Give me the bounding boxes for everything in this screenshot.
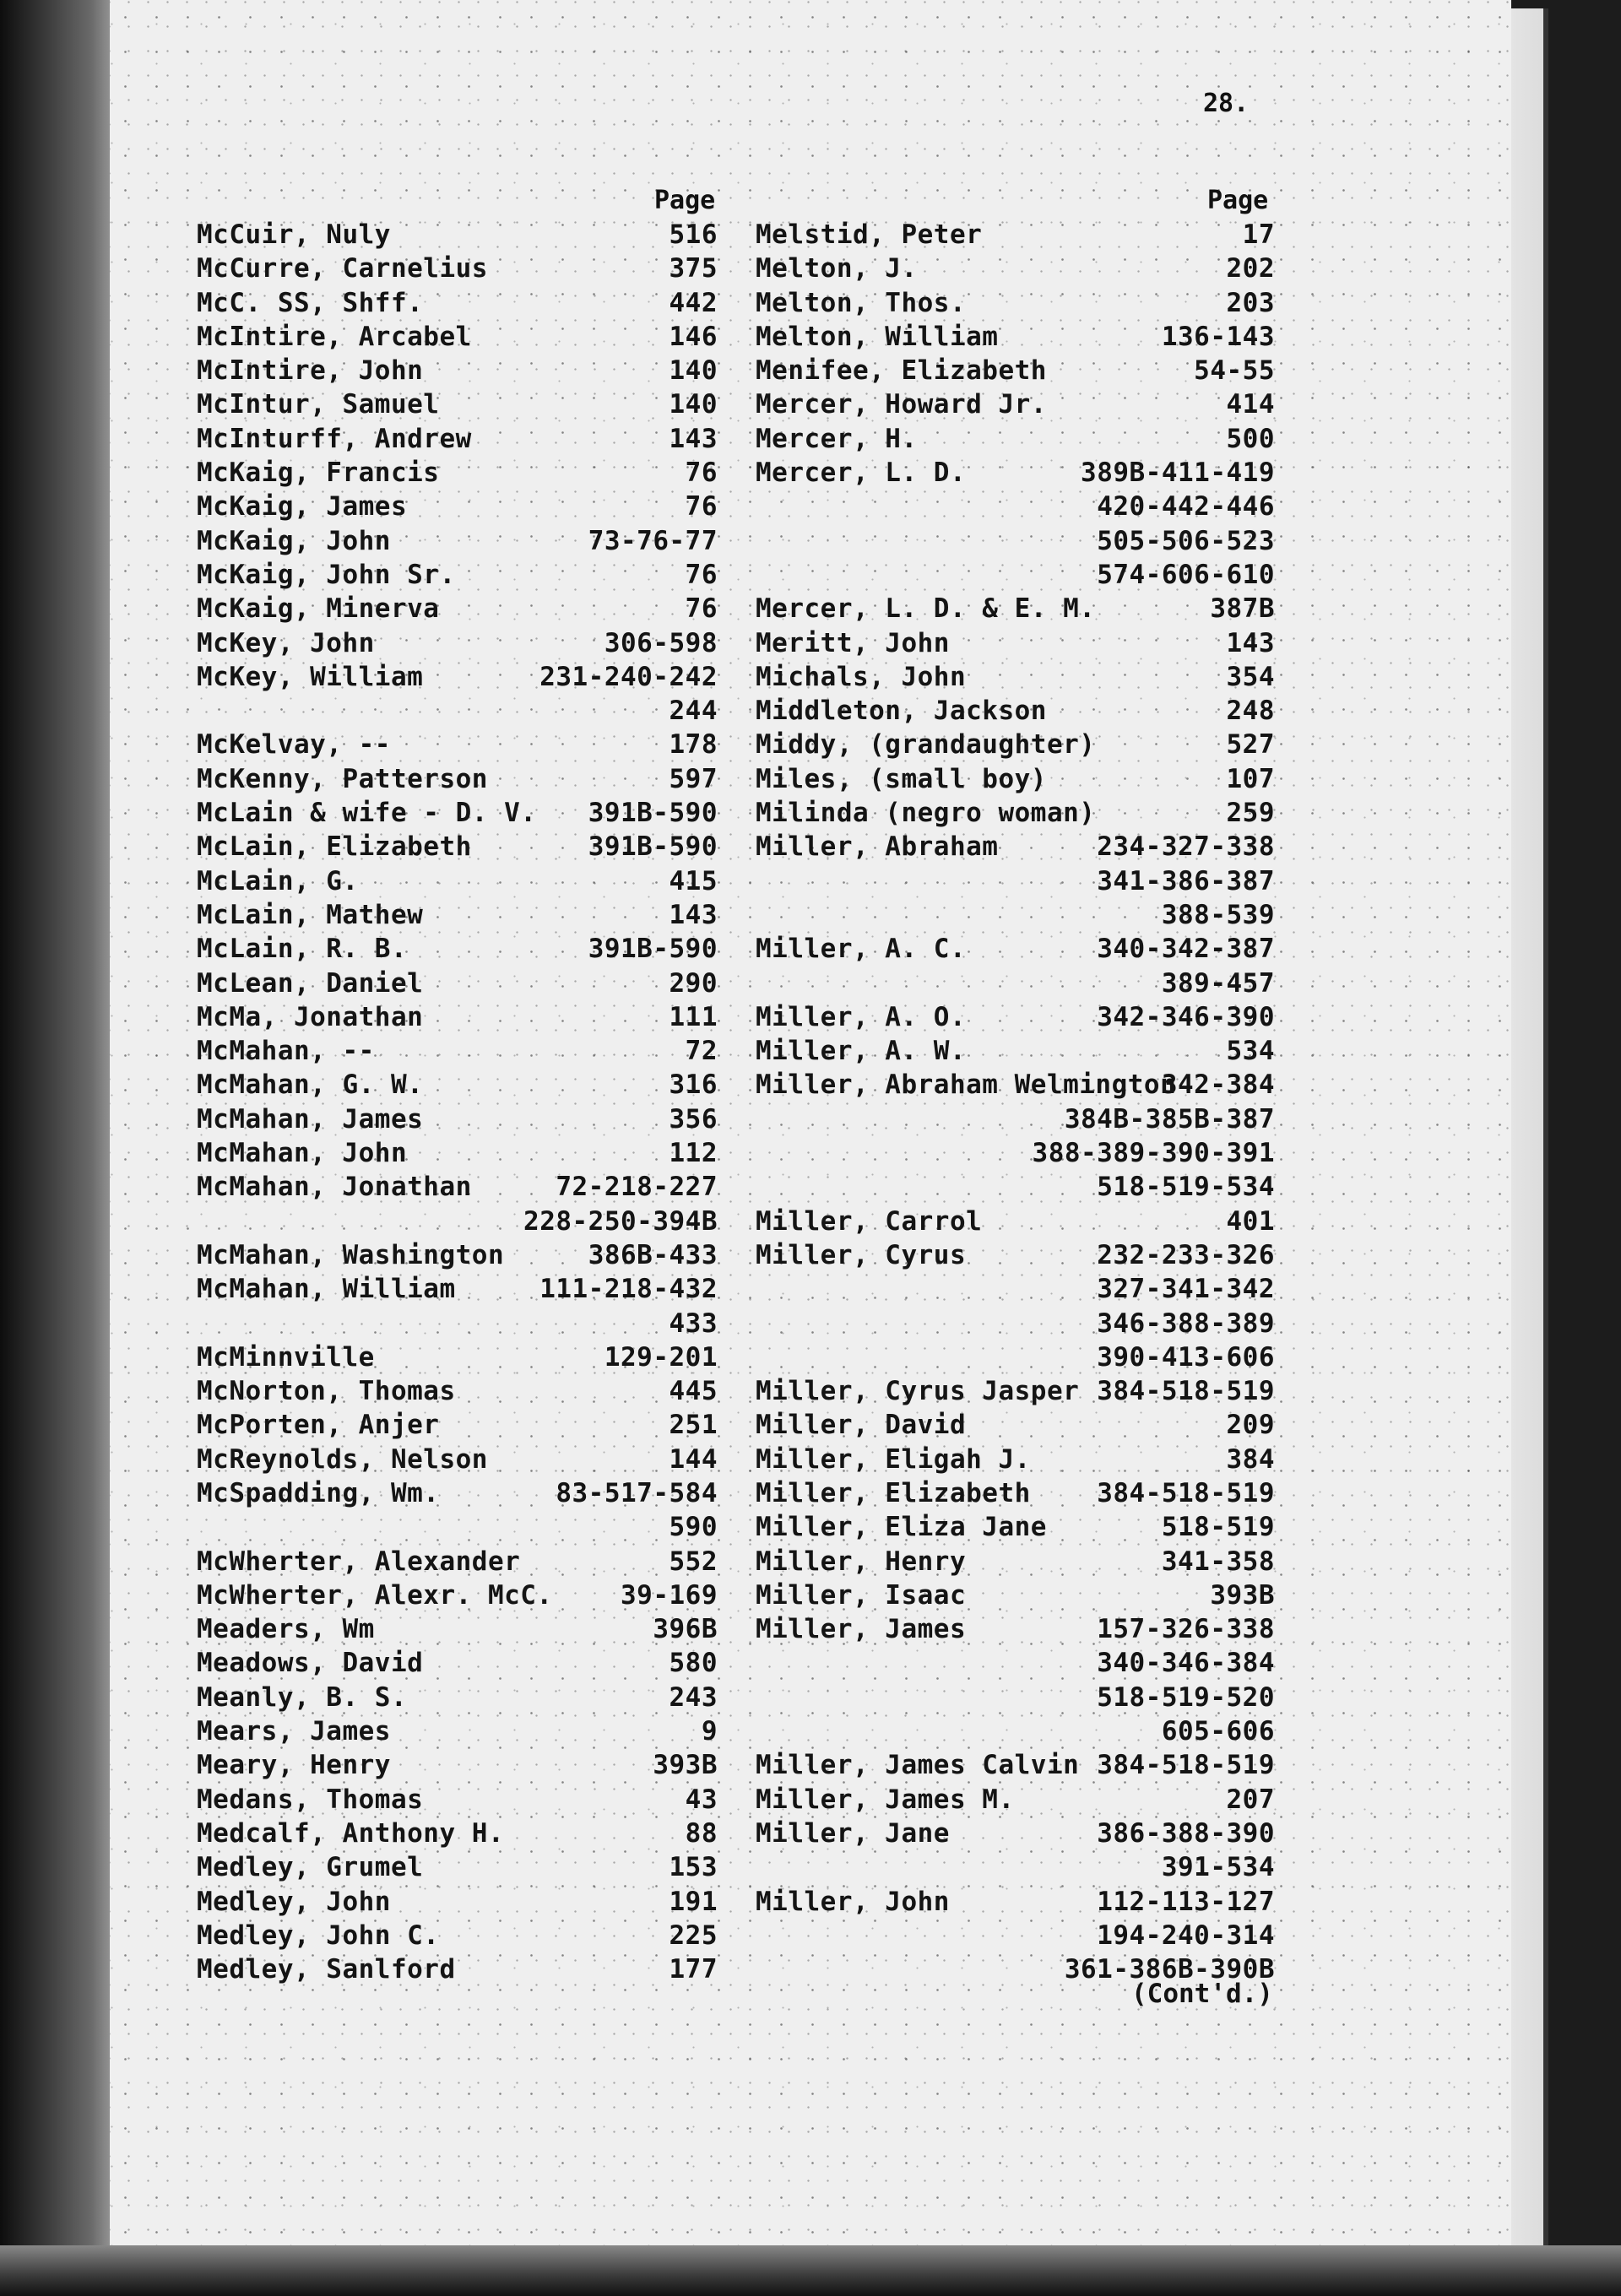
index-entry: [756, 1000, 1275, 1034]
entry-name: Middy, (grandaughter): [756, 729, 1096, 761]
entry-name: McIntire, Arcabel: [197, 321, 472, 352]
index-entry: [756, 762, 1275, 796]
entry-pages: 112: [669, 1138, 718, 1169]
entry-pages: 178: [669, 729, 718, 761]
entry-name: Medley, John: [197, 1886, 391, 1917]
index-entry: [197, 1340, 718, 1374]
entry-name: Melton, William: [756, 321, 999, 352]
entry-name: Miller, John: [756, 1886, 950, 1917]
entry-pages: 225: [669, 1920, 718, 1951]
index-entry: [756, 218, 1275, 252]
entry-pages: 387B: [1210, 593, 1275, 625]
entry-pages: 73-76-77: [588, 525, 718, 556]
entry-name: McNorton, Thomas: [197, 1376, 456, 1407]
entry-pages: 244: [669, 696, 718, 727]
entry-name: Meritt, John: [756, 627, 950, 658]
entry-pages: 107: [1226, 763, 1275, 794]
index-entry: [756, 422, 1275, 456]
entry-name: McLean, Daniel: [197, 967, 424, 999]
entry-name: Medcalf, Anthony H.: [197, 1817, 505, 1849]
entry-name: McMahan, Washington: [197, 1239, 505, 1270]
entry-pages: 384B-385B-387: [1064, 1103, 1275, 1134]
entry-name: Miller, Elizabeth: [756, 1477, 1031, 1508]
index-entry: [756, 524, 1275, 558]
entry-pages: 140: [669, 389, 718, 420]
entry-pages: 388-389-390-391: [1032, 1138, 1275, 1169]
entry-pages: 194-240-314: [1097, 1920, 1275, 1951]
entry-pages: 518-519: [1161, 1512, 1275, 1543]
entry-name: Miller, James: [756, 1614, 967, 1645]
entry-name: Miller, David: [756, 1410, 967, 1441]
entry-pages: 251: [669, 1410, 718, 1441]
entry-name: McWherter, Alexr. McC.: [197, 1579, 553, 1611]
index-entry: [197, 1783, 718, 1817]
entry-name: Mercer, Howard Jr.: [756, 389, 1047, 420]
index-entry: [756, 864, 1275, 898]
entry-pages: 231-240-242: [539, 661, 718, 692]
index-entry: [756, 1850, 1275, 1884]
entry-pages: 414: [1226, 389, 1275, 420]
entry-pages: 415: [669, 865, 718, 896]
index-entry: [756, 1646, 1275, 1680]
entry-pages: 389-457: [1161, 967, 1275, 999]
index-entry: [197, 1000, 718, 1034]
entry-pages: 386-388-390: [1097, 1817, 1275, 1849]
index-entry: [756, 1340, 1275, 1374]
entry-pages: 143: [1226, 627, 1275, 658]
entry-pages: 391B-590: [588, 831, 718, 863]
entry-name: McIntur, Samuel: [197, 389, 440, 420]
entry-pages: 442: [669, 287, 718, 318]
index-entry: [197, 320, 718, 354]
entry-pages: 590: [669, 1512, 718, 1543]
entry-pages: 342-384: [1161, 1069, 1275, 1101]
entry-pages: 375: [669, 253, 718, 284]
entry-name: McMahan, G. W.: [197, 1069, 424, 1101]
entry-pages: 136-143: [1161, 321, 1275, 352]
entry-pages: 361-386B-390B: [1064, 1954, 1275, 1985]
index-entry: [197, 558, 718, 592]
entry-name: McLain, Elizabeth: [197, 831, 472, 863]
scan-border-bottom: [0, 2245, 1621, 2296]
index-entry: [197, 660, 718, 694]
entry-pages: 140: [669, 355, 718, 387]
entry-pages: 384: [1226, 1443, 1275, 1475]
index-entry: [756, 1238, 1275, 1272]
entry-pages: 17: [1242, 219, 1275, 250]
index-entry: [197, 932, 718, 966]
index-entry: [756, 1885, 1275, 1919]
entry-pages: 143: [669, 899, 718, 930]
entry-name: McMahan, James: [197, 1103, 424, 1134]
index-entry: [756, 320, 1275, 354]
index-entry: [197, 387, 718, 421]
entry-name: Menifee, Elizabeth: [756, 355, 1047, 387]
index-entry: [197, 1205, 718, 1238]
index-entry: [756, 1919, 1275, 1952]
entry-name: McCuir, Nuly: [197, 219, 391, 250]
index-entry: [197, 1714, 718, 1748]
index-entry: [197, 967, 718, 1000]
entry-name: McMahan, William: [197, 1274, 456, 1305]
entry-pages: 202: [1226, 253, 1275, 284]
index-entry: [756, 694, 1275, 728]
entry-name: Miller, Isaac: [756, 1579, 967, 1611]
index-entry: [197, 1408, 718, 1442]
entry-name: Michals, John: [756, 661, 967, 692]
entry-pages: 391B-590: [588, 934, 718, 965]
index-entry: [197, 830, 718, 864]
index-entry: [756, 456, 1275, 490]
page-number: 28.: [1203, 89, 1250, 118]
entry-name: Milinda (negro woman): [756, 798, 1096, 829]
entry-pages: 534: [1226, 1036, 1275, 1067]
entry-name: Miller, Abraham Welmington: [756, 1069, 1177, 1101]
index-entry: [197, 1136, 718, 1170]
entry-name: Melstid, Peter: [756, 219, 983, 250]
index-entry: [756, 1783, 1275, 1817]
entry-pages: 386B-433: [588, 1239, 718, 1270]
entry-name: Miller, Abraham: [756, 831, 999, 863]
entry-name: McMahan, John: [197, 1138, 408, 1169]
entry-pages: 340-342-387: [1097, 934, 1275, 965]
entry-pages: 393B: [653, 1750, 718, 1781]
index-entry: [756, 1272, 1275, 1306]
entry-pages: 384-518-519: [1097, 1376, 1275, 1407]
index-entry: [756, 1714, 1275, 1748]
index-entry: [756, 1510, 1275, 1544]
entry-pages: 207: [1226, 1784, 1275, 1815]
index-entry: [197, 1476, 718, 1510]
index-entry: [756, 1307, 1275, 1340]
entry-pages: 177: [669, 1954, 718, 1985]
entry-name: McKaig, Francis: [197, 458, 440, 489]
entry-name: McReynolds, Nelson: [197, 1443, 488, 1475]
entry-name: McKaig, John Sr.: [197, 559, 456, 590]
entry-pages: 111-218-432: [539, 1274, 718, 1305]
entry-pages: 111: [669, 1001, 718, 1032]
entry-pages: 316: [669, 1069, 718, 1101]
entry-pages: 76: [685, 491, 718, 523]
index-entry: [197, 1545, 718, 1578]
index-entry: [756, 1443, 1275, 1476]
entry-name: Miller, Henry: [756, 1546, 967, 1577]
index-entry: [197, 1748, 718, 1782]
entry-pages: 306-598: [604, 627, 718, 658]
index-entry: [197, 1443, 718, 1476]
index-entry: [197, 1068, 718, 1102]
index-entry: [197, 864, 718, 898]
entry-name: McIntire, John: [197, 355, 424, 387]
entry-pages: 391B-590: [588, 798, 718, 829]
entry-name: Miller, A. C.: [756, 934, 967, 965]
entry-pages: 341-386-387: [1097, 865, 1275, 896]
entry-pages: 191: [669, 1886, 718, 1917]
index-entry: [756, 252, 1275, 285]
entry-pages: 153: [669, 1852, 718, 1883]
entry-name: Medley, Grumel: [197, 1852, 424, 1883]
left-index-column: [197, 218, 718, 1986]
entry-pages: 340-346-384: [1097, 1648, 1275, 1679]
index-entry: [197, 1681, 718, 1714]
index-entry: [197, 1510, 718, 1544]
entry-name: McC. SS, Shff.: [197, 287, 424, 318]
entry-pages: 232-233-326: [1097, 1239, 1275, 1270]
index-entry: [756, 592, 1275, 625]
entry-name: Meary, Henry: [197, 1750, 391, 1781]
index-entry: [756, 387, 1275, 421]
index-entry: [756, 490, 1275, 523]
entry-pages: 388-539: [1161, 899, 1275, 930]
entry-pages: 83-517-584: [556, 1477, 718, 1508]
entry-name: Miller, Eligah J.: [756, 1443, 1031, 1475]
index-entry: [756, 1612, 1275, 1646]
index-entry: [197, 1374, 718, 1408]
index-entry: [756, 830, 1275, 864]
entry-name: McSpadding, Wm.: [197, 1477, 440, 1508]
entry-pages: 259: [1226, 798, 1275, 829]
entry-pages: 209: [1226, 1410, 1275, 1441]
entry-pages: 76: [685, 593, 718, 625]
index-entry: [756, 1034, 1275, 1068]
entry-pages: 76: [685, 559, 718, 590]
index-entry: [197, 728, 718, 761]
entry-pages: 112-113-127: [1097, 1886, 1275, 1917]
index-entry: [756, 1170, 1275, 1204]
index-entry: [197, 898, 718, 932]
index-entry: [197, 1885, 718, 1919]
entry-name: Mercer, H.: [756, 423, 918, 454]
entry-name: Meadows, David: [197, 1648, 424, 1679]
entry-pages: 341-358: [1161, 1546, 1275, 1577]
index-entry: [756, 1068, 1275, 1102]
entry-name: Medley, Sanlford: [197, 1954, 456, 1985]
entry-name: McKaig, John: [197, 525, 391, 556]
entry-name: Miles, (small boy): [756, 763, 1047, 794]
entry-name: Medans, Thomas: [197, 1784, 424, 1815]
index-entry: [197, 1919, 718, 1952]
entry-name: Miller, A. W.: [756, 1036, 967, 1067]
entry-name: Miller, A. O.: [756, 1001, 967, 1032]
entry-pages: 290: [669, 967, 718, 999]
entry-name: Medley, John C.: [197, 1920, 440, 1951]
entry-pages: 203: [1226, 287, 1275, 318]
left-column-header: Page: [654, 186, 716, 215]
entry-name: Melton, J.: [756, 253, 918, 284]
entry-pages: 401: [1226, 1205, 1275, 1237]
entry-pages: 76: [685, 458, 718, 489]
index-entry: [756, 354, 1275, 387]
entry-name: McKenny, Patterson: [197, 763, 488, 794]
entry-pages: 391-534: [1161, 1852, 1275, 1883]
index-entry: [197, 252, 718, 285]
index-entry: [756, 1205, 1275, 1238]
entry-name: McKey, William: [197, 661, 424, 692]
index-entry: [756, 728, 1275, 761]
entry-name: Miller, Cyrus: [756, 1239, 967, 1270]
index-entry: [197, 1578, 718, 1612]
entry-name: Miller, James Calvin: [756, 1750, 1080, 1781]
entry-pages: 433: [669, 1308, 718, 1339]
entry-pages: 580: [669, 1648, 718, 1679]
entry-name: McWherter, Alexander: [197, 1546, 521, 1577]
entry-pages: 157-326-338: [1097, 1614, 1275, 1645]
entry-pages: 234-327-338: [1097, 831, 1275, 863]
entry-pages: 146: [669, 321, 718, 352]
index-entry: [197, 762, 718, 796]
entry-name: Mercer, L. D. & E. M.: [756, 593, 1096, 625]
entry-name: McMinnville: [197, 1341, 375, 1373]
index-entry: [197, 1034, 718, 1068]
entry-pages: 342-346-390: [1097, 1001, 1275, 1032]
entry-pages: 516: [669, 219, 718, 250]
entry-name: McLain, Mathew: [197, 899, 424, 930]
entry-pages: 605-606: [1161, 1716, 1275, 1747]
entry-pages: 552: [669, 1546, 718, 1577]
index-entry: [756, 626, 1275, 660]
entry-name: McKelvay, --: [197, 729, 391, 761]
entry-pages: 527: [1226, 729, 1275, 761]
index-entry: [756, 898, 1275, 932]
index-entry: [756, 1578, 1275, 1612]
entry-pages: 393B: [1210, 1579, 1275, 1611]
index-entry: [756, 1408, 1275, 1442]
entry-name: McMahan, Jonathan: [197, 1172, 472, 1203]
entry-pages: 597: [669, 763, 718, 794]
index-entry: [197, 1952, 718, 1986]
index-entry: [756, 1136, 1275, 1170]
entry-name: Meaders, Wm: [197, 1614, 375, 1645]
right-index-column: [756, 218, 1275, 1986]
entry-name: Meanly, B. S.: [197, 1681, 408, 1713]
index-entry: [756, 796, 1275, 830]
entry-pages: 445: [669, 1376, 718, 1407]
entry-pages: 390-413-606: [1097, 1341, 1275, 1373]
entry-name: Miller, Cyrus Jasper: [756, 1376, 1080, 1407]
continued-note: (Cont'd.): [1131, 1979, 1273, 2009]
entry-name: McLain, R. B.: [197, 934, 408, 965]
entry-pages: 39-169: [621, 1579, 718, 1611]
index-entry: [756, 558, 1275, 592]
index-entry: [197, 1238, 718, 1272]
entry-pages: 144: [669, 1443, 718, 1475]
entry-pages: 574-606-610: [1097, 559, 1275, 590]
index-entry: [756, 1817, 1275, 1850]
index-entry: [197, 286, 718, 320]
entry-pages: 327-341-342: [1097, 1274, 1275, 1305]
entry-pages: 396B: [653, 1614, 718, 1645]
index-entry: [197, 354, 718, 387]
index-entry: [197, 218, 718, 252]
entry-pages: 54-55: [1194, 355, 1275, 387]
entry-pages: 243: [669, 1681, 718, 1713]
entry-name: Mears, James: [197, 1716, 391, 1747]
entry-name: McKaig, James: [197, 491, 408, 523]
index-entry: [197, 422, 718, 456]
entry-name: McCurre, Carnelius: [197, 253, 488, 284]
index-entry: [197, 592, 718, 625]
entry-name: McLain, G.: [197, 865, 359, 896]
index-entry: [197, 796, 718, 830]
entry-pages: 72-218-227: [556, 1172, 718, 1203]
index-entry: [197, 1307, 718, 1340]
entry-name: Miller, Eliza Jane: [756, 1512, 1047, 1543]
index-entry: [197, 1170, 718, 1204]
index-entry: [197, 524, 718, 558]
scan-border-left: [0, 0, 114, 2296]
entry-pages: 346-388-389: [1097, 1308, 1275, 1339]
entry-name: McPorten, Anjer: [197, 1410, 440, 1441]
entry-pages: 518-519-520: [1097, 1681, 1275, 1713]
entry-name: McMahan, --: [197, 1036, 375, 1067]
entry-name: McLain & wife - D. V.: [197, 798, 537, 829]
entry-pages: 354: [1226, 661, 1275, 692]
entry-name: McKey, John: [197, 627, 375, 658]
index-entry: [756, 1748, 1275, 1782]
index-entry: [197, 456, 718, 490]
index-entry: [756, 967, 1275, 1000]
entry-pages: 88: [685, 1817, 718, 1849]
entry-name: McMa, Jonathan: [197, 1001, 424, 1032]
entry-name: Mercer, L. D.: [756, 458, 967, 489]
index-entry: [197, 626, 718, 660]
entry-pages: 9: [701, 1716, 718, 1747]
entry-name: McInturff, Andrew: [197, 423, 472, 454]
entry-name: Miller, Carrol: [756, 1205, 983, 1237]
index-entry: [756, 1374, 1275, 1408]
entry-pages: 72: [685, 1036, 718, 1067]
entry-pages: 500: [1226, 423, 1275, 454]
entry-pages: 248: [1226, 696, 1275, 727]
index-entry: [756, 1476, 1275, 1510]
entry-name: Middleton, Jackson: [756, 696, 1047, 727]
entry-name: Miller, Jane: [756, 1817, 950, 1849]
index-entry: [756, 660, 1275, 694]
entry-name: McKaig, Minerva: [197, 593, 440, 625]
entry-pages: 384-518-519: [1097, 1477, 1275, 1508]
index-entry: [756, 1545, 1275, 1578]
right-column-header: Page: [1207, 186, 1269, 215]
entry-name: Miller, James M.: [756, 1784, 1015, 1815]
index-entry: [197, 490, 718, 523]
entry-pages: 518-519-534: [1097, 1172, 1275, 1203]
entry-pages: 143: [669, 423, 718, 454]
entry-pages: 43: [685, 1784, 718, 1815]
index-entry: [756, 286, 1275, 320]
entry-pages: 389B-411-419: [1081, 458, 1275, 489]
index-entry: [756, 932, 1275, 966]
entry-pages: 384-518-519: [1097, 1750, 1275, 1781]
entry-pages: 420-442-446: [1097, 491, 1275, 523]
index-entry: [197, 1850, 718, 1884]
index-entry: [197, 694, 718, 728]
index-entry: [756, 1102, 1275, 1136]
entry-name: Melton, Thos.: [756, 287, 967, 318]
index-entry: [197, 1817, 718, 1850]
index-entry: [197, 1646, 718, 1680]
entry-pages: 228-250-394B: [523, 1205, 718, 1237]
index-entry: [197, 1612, 718, 1646]
entry-pages: 129-201: [604, 1341, 718, 1373]
index-entry: [197, 1102, 718, 1136]
index-entry: [756, 1681, 1275, 1714]
index-entry: [197, 1272, 718, 1306]
entry-pages: 505-506-523: [1097, 525, 1275, 556]
entry-pages: 356: [669, 1103, 718, 1134]
